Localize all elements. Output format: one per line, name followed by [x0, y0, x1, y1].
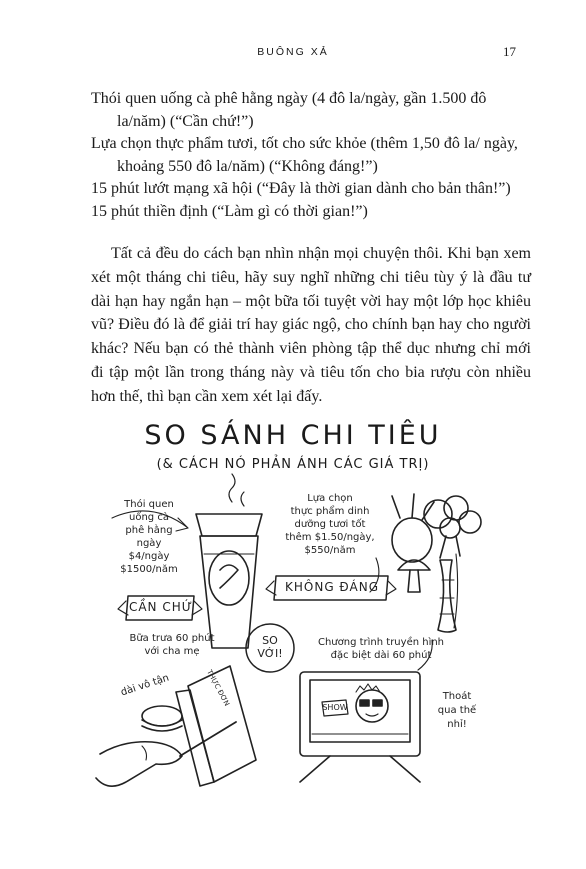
coffee-verdict: CẦN CHỨ [128, 600, 194, 614]
illustration-title: SO SÁNH CHI TIÊU [144, 420, 442, 451]
food-verdict: KHÔNG ĐÁNG [285, 580, 379, 594]
coffee-cup-icon [196, 474, 262, 648]
hand-icon [96, 722, 236, 786]
versus-label: SO VỚI! [257, 634, 283, 660]
running-title: BUÔNG XẢ [257, 46, 329, 58]
illustration-subtitle: (& CÁCH NÓ PHẢN ÁNH CÁC GIÁ TRỊ) [156, 457, 430, 472]
spending-comparison-illustration [0, 410, 586, 860]
page-number: 17 [503, 44, 516, 59]
lunch-label: Bữa trưa 60 phút với cha mẹ [129, 633, 215, 657]
coffee-label: Thói quen uống cà phê hằng ngày $4/ngày $1500/năm [120, 499, 178, 575]
relief-label: Thoát qua thế nhỉ! [437, 691, 477, 730]
body-paragraph: Tất cả đều do cách bạn nhìn nhận mọi chuyện thôi. Khi bạn xem xét một tháng chi tiêu, hãy suy nghĩ những chi tiêu tùy ý là đầu tư dài hạn hay ngắn hạn – một bữa tối tuyệt vời hay một lớp học khiêu vũ? Điều đó là để giải trí hay giác ngộ, cho chính bạn hay cho người khác? Nếu bạn có thẻ thành viên phòng tập thể dục nhưng chỉ mới đi tập một lần trong tháng này và tiêu tốn cho bia rượu còn nhiều hơn thế, thì bạn cần xem xét lại đấy. [91, 245, 531, 405]
endless-label: dài vô tận [119, 672, 171, 699]
burger-icon [142, 706, 182, 731]
mushroom-icon [398, 560, 430, 592]
list-item: Lựa chọn thực phẩm tươi, tốt cho sức khỏe (thêm 1,50 đô la/ ngày, khoảng 550 đô la/năm) (“Không đáng!”) [91, 135, 518, 175]
list-item: Thói quen uống cà phê hằng ngày (4 đô la/ngày, gần 1.500 đô la/năm) (“Cần chứ!”) [91, 90, 487, 130]
page-header [0, 46, 586, 66]
list-item: 15 phút lướt mạng xã hội (“Đây là thời gian dành cho bản thân!”) [91, 180, 511, 198]
tv-icon [300, 672, 420, 782]
food-label: Lựa chọn thực phẩm dinh dưỡng tươi tốt thêm $1.50/ngày, $550/năm [285, 493, 375, 556]
spending-list [91, 88, 531, 224]
show-label: SHOW [322, 703, 348, 712]
illustration-drawing [0, 410, 586, 860]
tv-label: Chương trình truyền hình đặc biệt dài 60 phút [317, 637, 445, 661]
list-item: 15 phút thiền định (“Làm gì có thời gian!”) [91, 202, 368, 220]
menu-label: THỰC ĐƠN [205, 668, 231, 708]
vegetable-icon [438, 554, 458, 632]
